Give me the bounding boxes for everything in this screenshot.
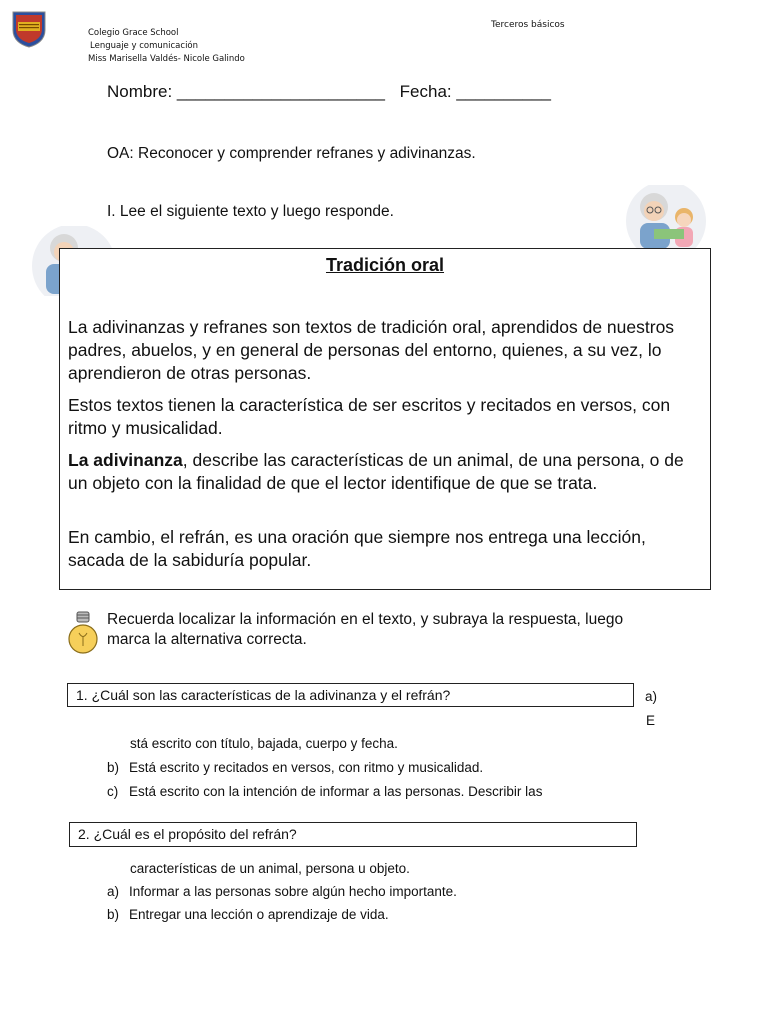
q2-continuation-text: características de un animal, persona u objeto. — [130, 861, 410, 876]
reading-paragraph-4: En cambio, el refrán, es una oración que siempre nos entrega una lección, sacada de la sabiduría popular. — [68, 527, 646, 570]
q2-option-b[interactable] — [107, 907, 389, 922]
reading-title: Tradición oral — [325, 255, 445, 275]
school-crest-logo — [10, 10, 48, 48]
q1-option-c[interactable] — [107, 784, 542, 799]
name-date-line — [107, 82, 561, 102]
riddle-definition: , describe las características de un animal, de una persona, o de un objeto con la finalidad de que el lector identifique de que se trata. — [68, 450, 684, 493]
q1-option-a-marker[interactable]: a) — [645, 689, 658, 704]
question-2-text: 2. ¿Cuál es el propósito del refrán? — [78, 826, 297, 842]
reminder-text: Recuerda localizar la información en el texto, y subraya la respuesta, luego marca la alternativa correcta. — [107, 611, 624, 648]
q2-option-b-text: Entregar una lección o aprendizaje de vida. — [129, 907, 389, 922]
teacher-names: Miss Marisella Valdés- Nicole Galindo — [88, 54, 245, 64]
q2-option-a-marker: a) — [107, 884, 120, 899]
q1-option-a-initial: E — [646, 713, 656, 728]
q2-option-a[interactable] — [107, 884, 457, 899]
question-2-box — [69, 822, 637, 847]
school-header — [88, 27, 245, 66]
reading-paragraph-3 — [68, 449, 702, 495]
name-field[interactable]: Nombre: ______________________ — [107, 82, 385, 101]
question-1-text: 1. ¿Cuál son las características de la adivinanza y el refrán? — [76, 687, 451, 703]
q1-option-b[interactable] — [107, 760, 483, 775]
grandmother-reading-illustration — [620, 185, 712, 251]
reading-paragraph-2: Estos textos tienen la característica de ser escritos y recitados en versos, con ritmo y musicalidad. — [68, 395, 671, 438]
riddle-term: La adivinanza — [68, 450, 183, 470]
q1-option-b-marker: b) — [107, 760, 120, 775]
date-field[interactable]: Fecha: __________ — [399, 82, 551, 101]
learning-objective: OA: Reconocer y comprender refranes y adivinanzas. — [107, 145, 476, 162]
reading-instruction: I. Lee el siguiente texto y luego responde. — [107, 203, 394, 220]
reading-text-box — [59, 248, 711, 590]
q2-option-b-marker: b) — [107, 907, 120, 922]
q1-option-b-text: Está escrito y recitados en versos, con ritmo y musicalidad. — [129, 760, 484, 775]
question-1-box — [67, 683, 634, 707]
grade-label: Terceros básicos — [491, 20, 565, 30]
q1-option-c-marker: c) — [107, 784, 119, 799]
lightbulb-icon — [66, 610, 100, 656]
q1-option-c-text: Está escrito con la intención de informar a las personas. Describir las — [129, 784, 543, 799]
subject-name: Lenguaje y comunicación — [90, 41, 199, 51]
reading-paragraph-1: La adivinanzas y refranes son textos de tradición oral, aprendidos de nuestros padres, abuelos, y en general de personas del entorno, quienes, a su vez, lo aprendieron de otras personas. — [68, 317, 675, 383]
q2-option-a-text: Informar a las personas sobre algún hecho importante. — [129, 884, 457, 899]
q1-option-a-text: stá escrito con título, bajada, cuerpo y fecha. — [130, 736, 398, 751]
school-name: Colegio Grace School — [88, 28, 179, 38]
